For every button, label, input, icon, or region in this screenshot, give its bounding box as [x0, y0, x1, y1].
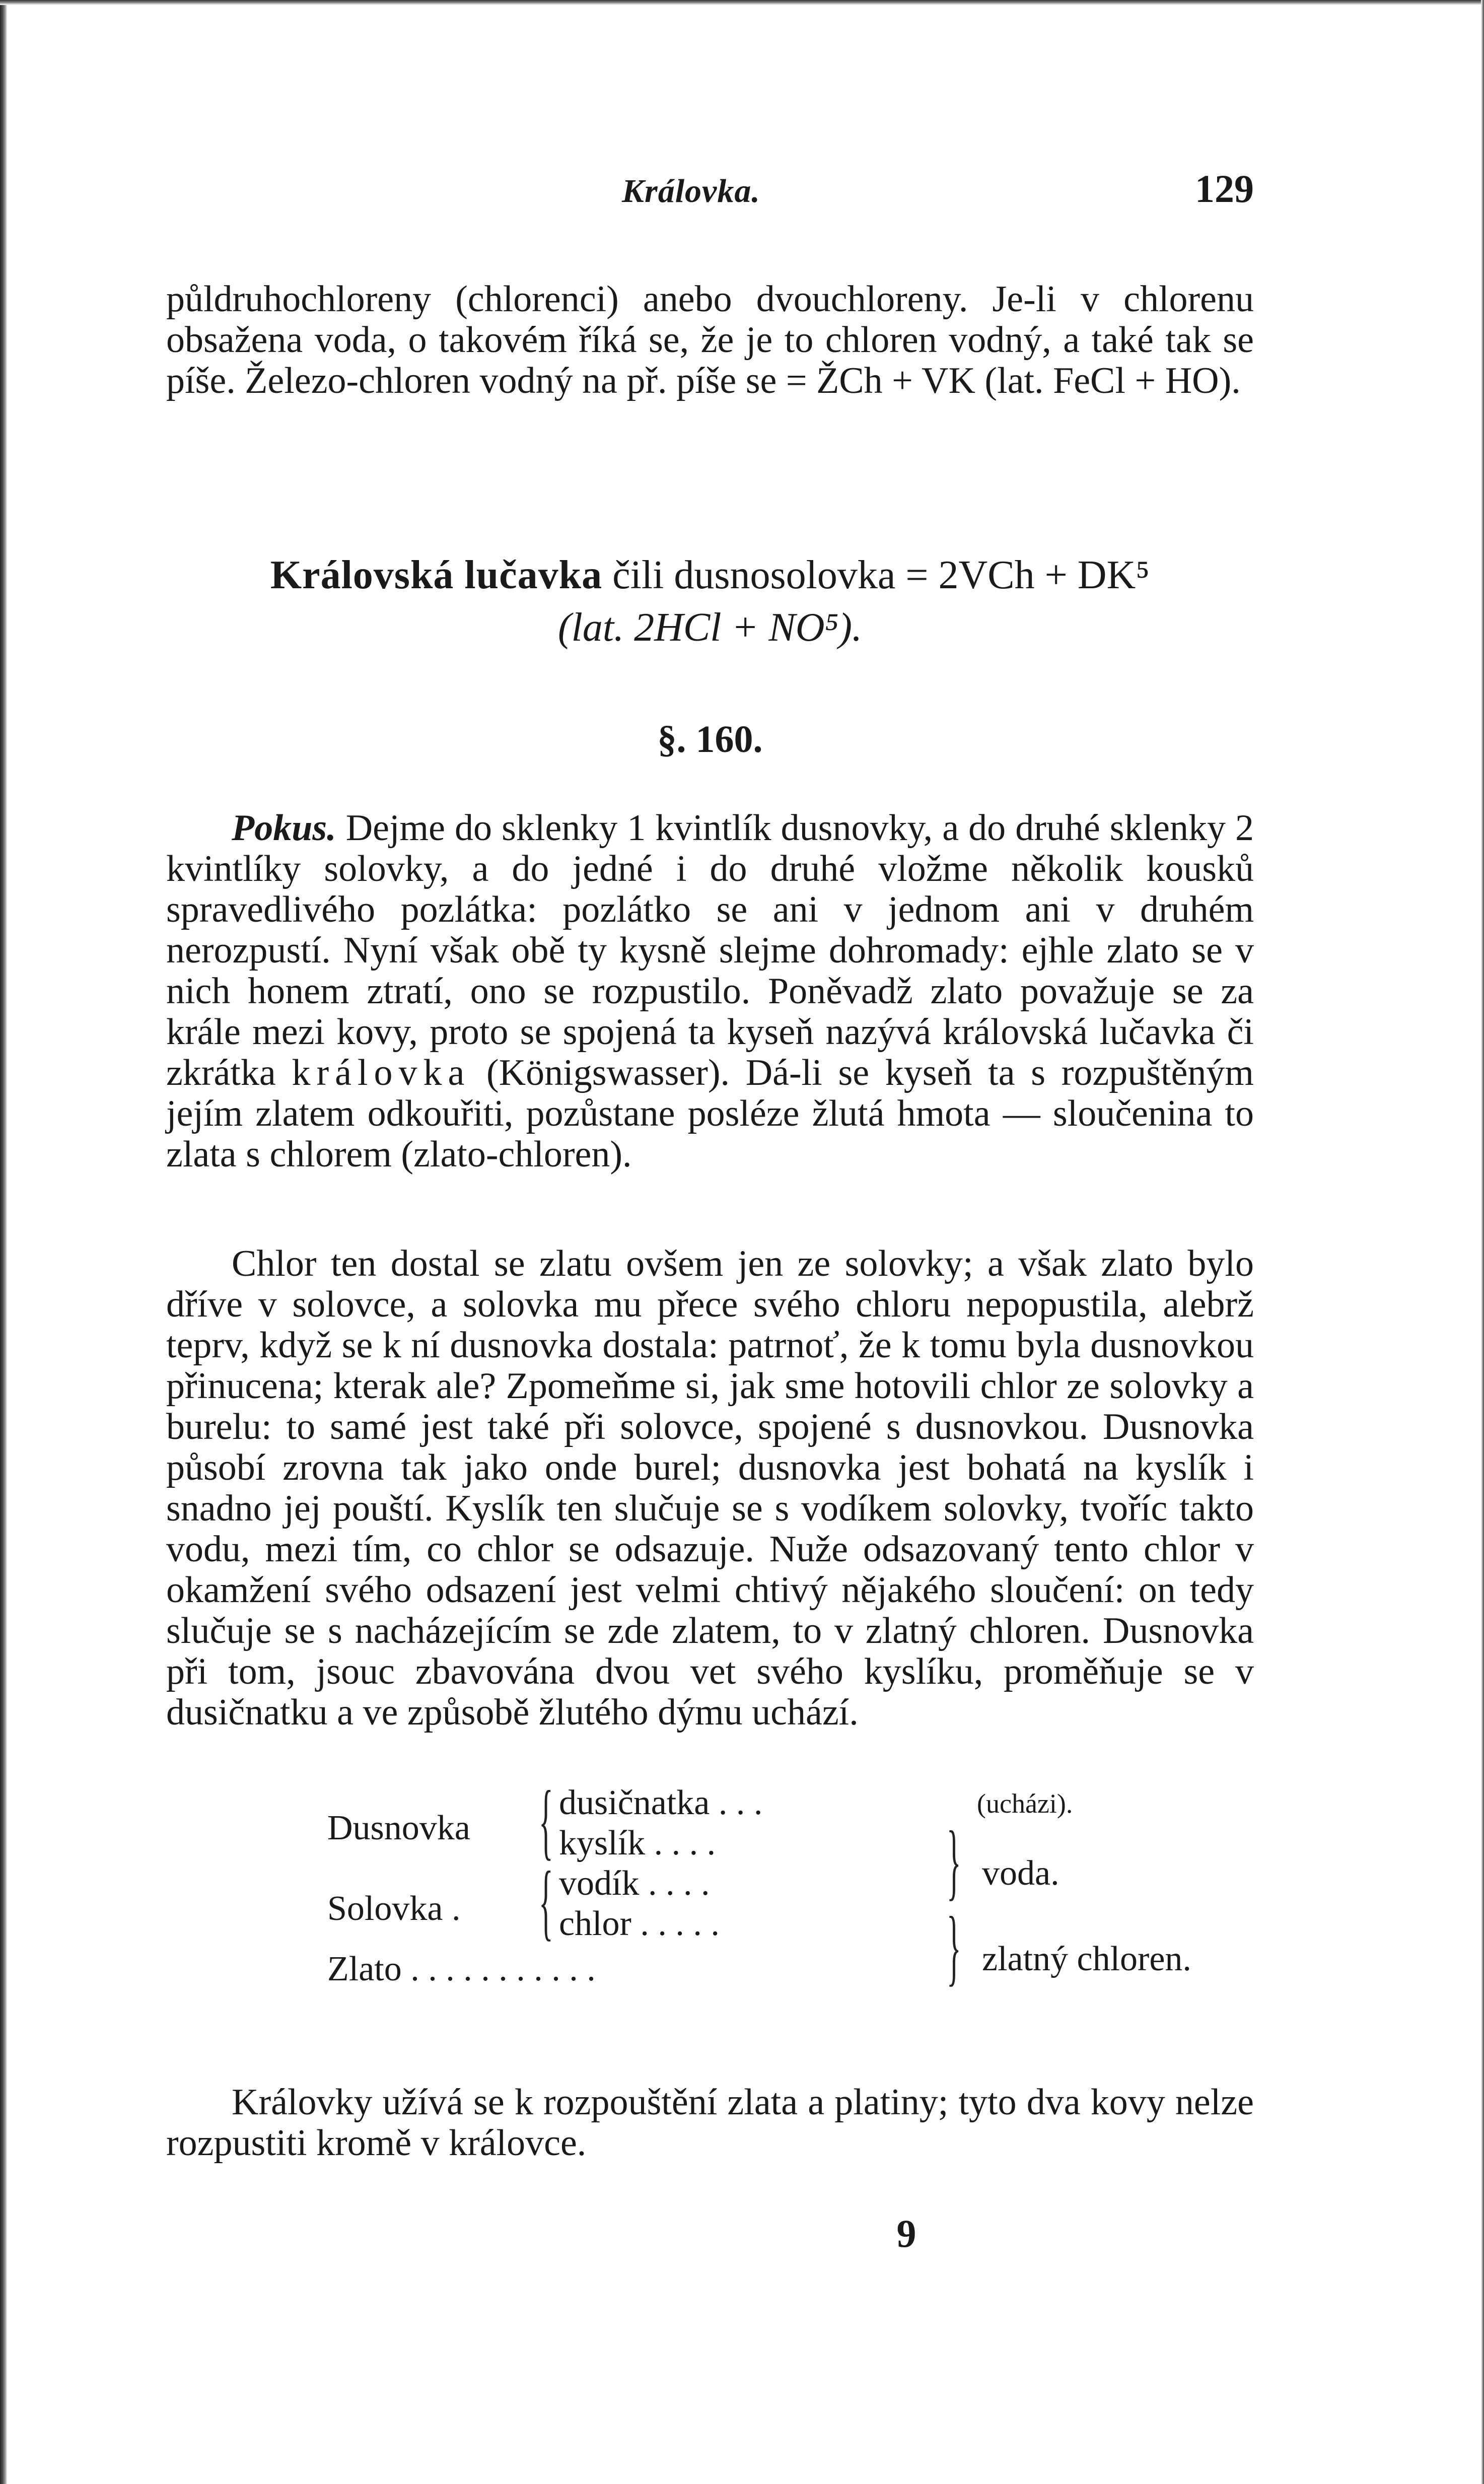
scan-edge-left — [0, 0, 7, 2484]
scheme-reactant-zlato: Zlato . . . . . . . . . . . — [327, 1950, 596, 1988]
left-brace-bottom: { — [539, 1854, 553, 1949]
heading-title: Královská lučavka — [270, 553, 603, 597]
scan-edge-right — [1481, 0, 1484, 2484]
paragraph-usage: Královky užívá se k rozpouštění zlata a platiny; tyto dva kovy nelze rozpustiti kromě v královce. — [166, 2082, 1254, 2164]
page-number: 129 — [1195, 167, 1254, 211]
left-brace-top: { — [539, 1773, 553, 1868]
running-head — [166, 166, 1254, 217]
emphasized-term: královka — [292, 1052, 471, 1093]
scheme-reactant-solovka: Solovka . — [327, 1889, 461, 1928]
scheme-result-uchazi: (ucházi). — [977, 1788, 1073, 1819]
reaction-scheme — [327, 1773, 1191, 1999]
section-number: §. 160. — [657, 718, 763, 761]
heading-formula: čili dusnosolovka = 2VCh + DK⁵ — [602, 553, 1150, 597]
heading-line-2: (lat. 2HCl + NO⁵). — [557, 605, 863, 650]
paragraph-intro: půldruhochloreny (chlorenci) anebo dvouchloreny. Je-li v chlorenu obsažena voda, o takovém říká se, že je to chloren vodný, a také tak se píše. Železo-chloren vodný na př. píše se = ŽCh + VK (lat. FeCl + HO). — [166, 279, 1254, 401]
scheme-result-zlatny-chloren: zlatný chloren. — [982, 1940, 1191, 1978]
right-brace-bottom: } — [947, 1899, 961, 1994]
scheme-result-voda: voda. — [982, 1854, 1059, 1893]
scheme-element-kyslik: kyslík . . . . — [559, 1824, 716, 1862]
scheme-element-vodik: vodík . . . . — [559, 1864, 710, 1903]
paragraph-experiment — [166, 808, 1254, 1175]
scheme-reactant-dusnovka: Dusnovka — [327, 1809, 470, 1847]
section-heading — [166, 549, 1254, 654]
signature-mark: 9 — [896, 2212, 916, 2255]
book-page — [166, 0, 1254, 2484]
paragraph-text-b: (Königswasser). Dá-li se kyseň ta s rozpuštěným jejím zlatem odkouřiti, pozůstane posléze žlutá hmota — sloučenina to zlata s chlorem (zlato-chloren). — [166, 1052, 1254, 1175]
paragraph-explanation: Chlor ten dostal se zlatu ovšem jen ze solovky; a však zlato bylo dříve v solovce, a solovka mu přece svého chloru nepopustila, alebrž teprv, když se k ní dusnovka dostala: patrnoť, že k tomu byla dusnovkou přinucena; kterak ale? Zpomeňme si, jak sme hotovili chlor ze solovky a burelu: to samé jest také při solovce, spojené s dusnovkou. Dusnovka působí zrovna tak jako onde burel; dusnovka jest bohatá na kyslík i snadno jej pouští. Kyslík ten slučuje se s vodíkem solovky, tvoříc takto vodu, mezi tím, co chlor se odsazuje. Nuže odsazovaný tento chlor v okamžení svého odsazení jest velmi chtivý nějakého sloučení: on tedy slučuje se s nacházejícím se zde zlatem, to v zlatný chloren. Dusnovka při tom, jsouc zbavována dvou vet svého kyslíku, proměňuje se v dusičnatku a ve způsobě žlutého dýmu uchází. — [166, 1243, 1254, 1733]
scheme-product-dusicnatka: dusičnatka . . . — [559, 1783, 763, 1822]
running-title: Královka. — [622, 173, 760, 210]
right-brace-top: } — [947, 1814, 961, 1908]
paragraph-text-a: Dejme do sklenky 1 kvintlík dusnovky, a do druhé sklenky 2 kvintlíky solovky, a do jedné i do druhé vložme několik kousků spravedlivého pozlátka: pozlátko se ani v jednom ani v druhém nerozpustí. Nyní však obě ty kysně slejme dohromady: ejhle zlato se v nich honem ztratí, ono se rozpustilo. Poněvadž zlato považuje se za krále mezi kovy, proto se spojená ta kyseň nazývá královská lučavka či zkrátka — [166, 807, 1254, 1093]
heading-line-1 — [166, 549, 1254, 601]
paragraph-lead: Pokus. — [232, 807, 336, 849]
scheme-element-chlor: chlor . . . . . — [559, 1904, 720, 1943]
